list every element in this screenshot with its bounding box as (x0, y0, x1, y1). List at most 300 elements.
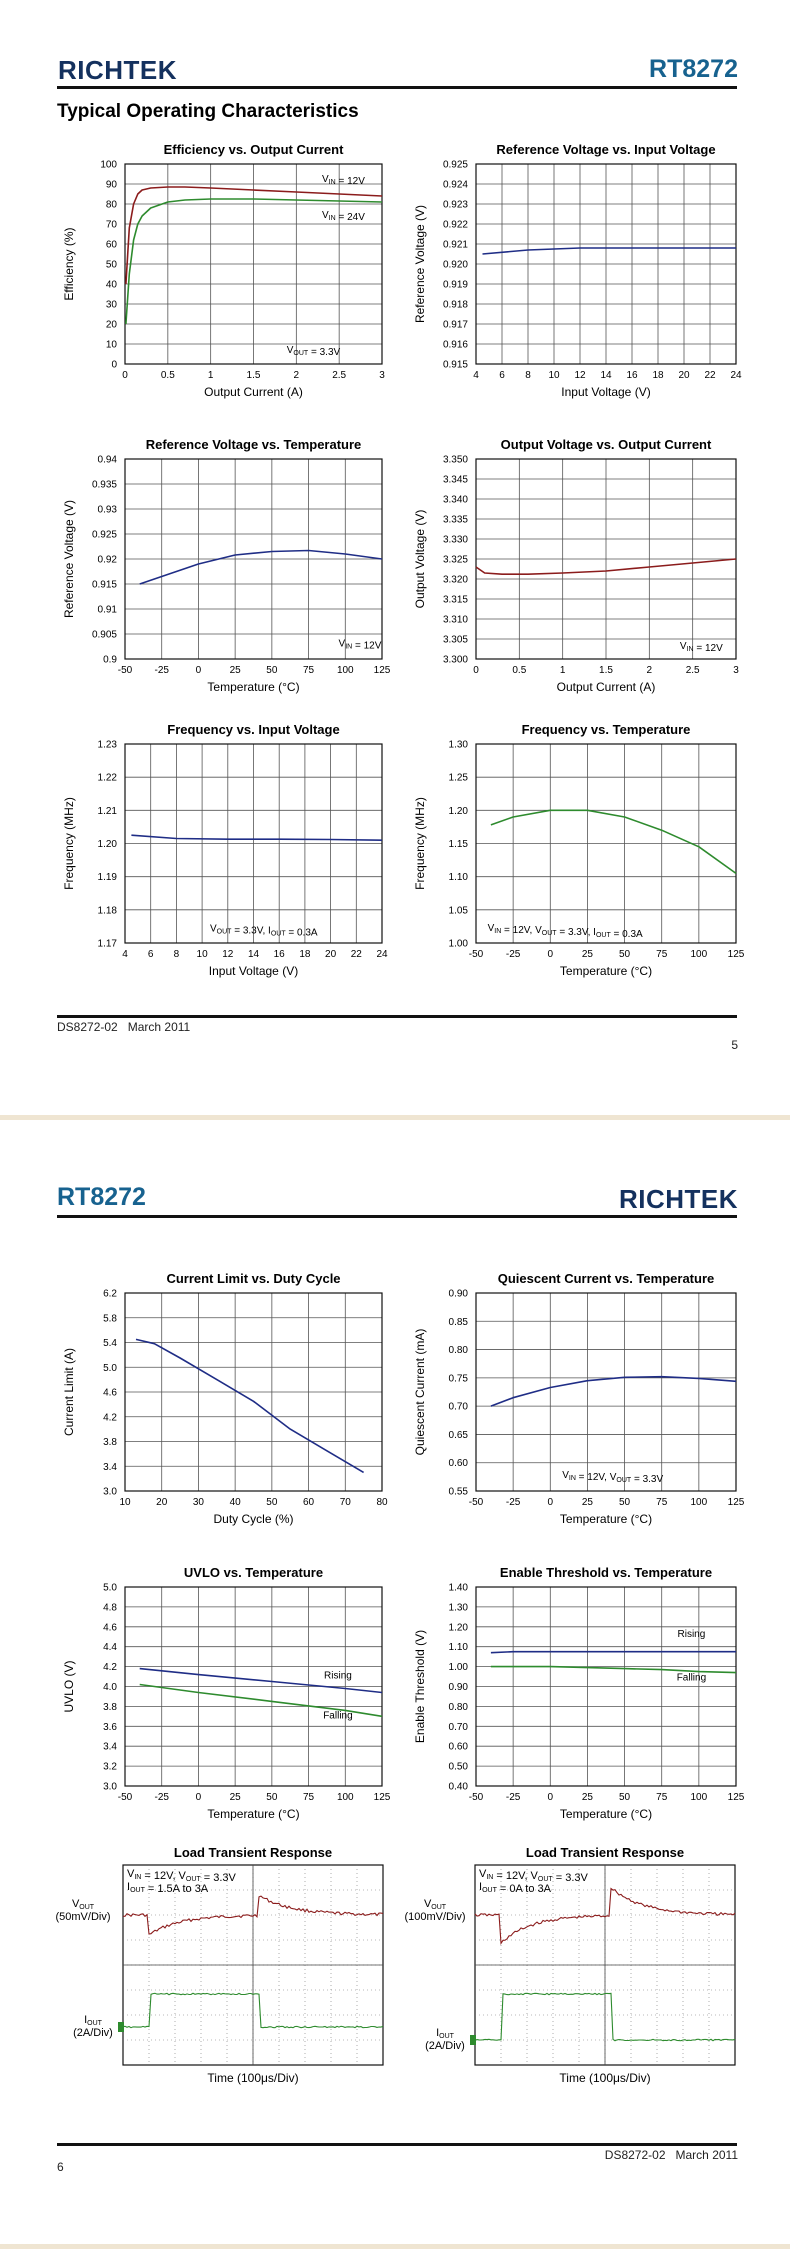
y-tick-label: 3.310 (442, 614, 468, 626)
x-tick-label: 80 (376, 1497, 388, 1508)
chart-title: UVLO vs. Temperature (183, 1565, 324, 1580)
y-tick-label: 1.25 (448, 772, 468, 784)
y-tick-label: 0.915 (91, 579, 117, 591)
x-tick-label: 2.5 (332, 370, 347, 381)
x-tick-label: 4 (473, 370, 479, 381)
x-tick-label: 8 (525, 370, 531, 381)
x-tick-label: 18 (299, 949, 311, 960)
label-pre: Rising (324, 1670, 352, 1682)
plot-annotation (677, 1673, 706, 1684)
footer-rule (57, 1015, 737, 1018)
label-pre: V (562, 1469, 569, 1481)
page-number: 5 (731, 1038, 738, 1052)
x-axis-label: Duty Cycle (%) (213, 1512, 294, 1526)
y-tick-label: 0.915 (442, 359, 468, 371)
y-tick-label: 1.10 (448, 1642, 468, 1654)
x-tick-label: 20 (156, 1497, 168, 1508)
y-tick-label: 3.8 (103, 1701, 117, 1713)
y-tick-label: 3.350 (442, 454, 468, 466)
x-tick-label: 16 (273, 949, 285, 960)
chart-vref_temp (62, 437, 391, 694)
y-axis-label: UVLO (V) (62, 1660, 76, 1713)
y-tick-label: 3.340 (442, 494, 468, 506)
y-tick-label: 0.50 (448, 1761, 468, 1773)
y-tick-label: 0.919 (442, 279, 468, 291)
label-sub2: OUT (185, 1876, 201, 1883)
label-sub: OUT (482, 1887, 497, 1894)
label-pre: V (71, 1898, 80, 1910)
page-number-2: 6 (57, 2160, 64, 2174)
plot-annotation (322, 174, 365, 187)
y-tick-label: 1.20 (448, 1622, 468, 1634)
y-tick-label: 40 (105, 279, 117, 291)
y-tick-label: 3.320 (442, 574, 468, 586)
label-post: = 12V (693, 643, 723, 654)
x-tick-label: 50 (266, 1497, 278, 1508)
x-tick-label: 6 (147, 949, 154, 960)
y-tick-label: 3.345 (442, 474, 468, 486)
plot-frame (476, 1293, 736, 1491)
part-number: RT8272 (649, 55, 738, 83)
label-pre: V (127, 1868, 135, 1880)
series-line (131, 835, 382, 840)
y-tick-label: 0.924 (442, 179, 468, 191)
x-tick-label: -25 (505, 949, 521, 960)
x-tick-label: 75 (303, 1792, 315, 1803)
y-tick-label: 0 (111, 359, 117, 371)
scope-scope1 (55, 1845, 383, 2085)
y-tick-label: 1.20 (97, 839, 117, 850)
x-axis-label: Temperature (°C) (559, 964, 653, 978)
x-tick-label: -25 (154, 665, 169, 676)
chart-eff (62, 142, 385, 399)
x-tick-label: 8 (173, 949, 180, 960)
footer-rule-2 (57, 2143, 737, 2146)
y-tick-label: 0.90 (448, 1682, 468, 1693)
x-tick-label: -25 (505, 1792, 521, 1803)
label-sub: OUT (293, 350, 309, 357)
y-tick-label: 0.94 (97, 454, 117, 466)
plot-annotation (339, 639, 382, 652)
series-line (136, 1339, 364, 1472)
y-tick-label: 1.21 (97, 805, 117, 817)
plot-annotation (562, 1470, 663, 1485)
x-tick-label: 1.5 (599, 665, 613, 676)
y-tick-label: 3.4 (103, 1461, 117, 1473)
x-tick-label: 0 (473, 665, 479, 676)
y-tick-label: 0.55 (448, 1486, 468, 1498)
x-tick-label: 0.5 (160, 370, 175, 381)
x-tick-label: 2 (293, 370, 300, 381)
plot-annotation (323, 1710, 352, 1721)
y-axis-label: Reference Voltage (V) (413, 204, 427, 324)
y-tick-label: 1.20 (448, 805, 468, 817)
x-tick-label: 16 (626, 370, 638, 381)
page-divider-2 (0, 2244, 790, 2249)
label-pre: I (479, 1881, 483, 1893)
y-tick-label: 1.00 (448, 938, 468, 950)
y-tick-label: 1.00 (448, 1662, 468, 1674)
x-tick-label: 0 (547, 949, 554, 960)
x-tick-label: 4 (122, 949, 128, 960)
y-axis-label: Efficiency (%) (62, 227, 76, 301)
x-tick-label: 25 (581, 1792, 593, 1803)
x-tick-label: 0.5 (512, 665, 527, 676)
x-tick-label: 50 (266, 665, 278, 676)
y-tick-label: 4.6 (103, 1387, 117, 1399)
label-sub2: OUT (270, 930, 286, 938)
chart-title: Quiescent Current vs. Temperature (497, 1271, 715, 1286)
y-tick-label: 0.65 (448, 1429, 468, 1441)
y-tick-label: 0.85 (448, 1316, 468, 1328)
label-sub: OUT (130, 1887, 145, 1894)
y-tick-label: 0.9 (103, 654, 117, 666)
label-pre: V (322, 174, 329, 185)
x-tick-label: 75 (656, 1497, 668, 1508)
label-post3: = 0.3A (610, 929, 643, 941)
y-tick-label: 50 (105, 259, 117, 271)
plot-annotation (680, 641, 723, 654)
header-rule-2 (57, 1215, 737, 1218)
label-sub: OUT (87, 2020, 102, 2027)
label-post2: = 3.3V (200, 1872, 236, 1884)
x-axis-label: Input Voltage (V) (561, 385, 651, 399)
y-tick-label: 3.330 (442, 534, 468, 546)
x-tick-label: 100 (690, 1792, 708, 1803)
y-tick-label: 1.40 (448, 1582, 468, 1594)
y-tick-label: 3.8 (103, 1437, 117, 1448)
y-axis-label: Current Limit (A) (62, 1347, 76, 1437)
y-tick-label: 4.2 (103, 1662, 117, 1674)
y-tick-label: 0.80 (448, 1701, 468, 1713)
x-tick-label: 0 (547, 1792, 554, 1803)
label-sub: IN (486, 1874, 494, 1881)
y-tick-label: 1.17 (97, 938, 117, 950)
label-sub: IN (134, 1874, 142, 1881)
x-tick-label: 10 (119, 1497, 131, 1508)
chart-title: Output Voltage vs. Output Current (500, 437, 712, 452)
footer-doc-2 (605, 2148, 738, 2162)
chart-title: Frequency vs. Temperature (521, 722, 691, 737)
label-pre: Rising (677, 1628, 706, 1640)
y-tick-label: 0.917 (442, 319, 468, 331)
richtek-logo-2: RICHTEK (618, 1184, 738, 1214)
label-post: = 12V, V (501, 925, 542, 937)
label-post: = 0A to 3A (496, 1883, 551, 1895)
y-tick-label: 0.60 (448, 1458, 468, 1470)
y-tick-label: 6.2 (103, 1288, 117, 1300)
y-tick-label: 3.2 (103, 1761, 117, 1773)
chart-title: Frequency vs. Input Voltage (167, 722, 340, 737)
label-sub2: OUT (537, 1876, 553, 1883)
ch1-scale: (50mV/Div) (55, 1911, 111, 1923)
chart-title: Reference Voltage vs. Temperature (145, 437, 362, 452)
y-tick-label: 4.8 (103, 1602, 117, 1614)
y-tick-label: 3.6 (103, 1721, 117, 1733)
x-axis-label: Output Current (A) (556, 680, 656, 694)
footer-doc-id: DS8272-02 (57, 1020, 118, 1034)
x-tick-label: 75 (656, 1792, 668, 1803)
chart-title: Efficiency vs. Output Current (163, 142, 344, 157)
x-tick-label: 50 (619, 949, 631, 960)
label-post: = 3.3V (308, 347, 341, 358)
label-post: = 12V, V (141, 1870, 186, 1882)
label-pre: Falling (323, 1710, 353, 1722)
label-sub3: OUT (595, 932, 611, 940)
label-post: = 12V, V (575, 1471, 617, 1483)
x-tick-label: -50 (468, 1792, 484, 1803)
label-sub: IN (686, 646, 694, 653)
plot-annotation (678, 1629, 706, 1640)
y-tick-label: 3.4 (103, 1741, 117, 1753)
x-tick-label: 14 (247, 949, 260, 960)
x-tick-label: 100 (690, 1497, 708, 1508)
y-tick-label: 3.305 (442, 634, 468, 646)
y-tick-label: 1.23 (97, 739, 117, 751)
part-number-2: RT8272 (57, 1183, 146, 1211)
x-tick-label: 50 (619, 1497, 631, 1508)
x-tick-label: 12 (222, 949, 234, 960)
x-tick-label: 6 (499, 370, 505, 381)
y-tick-label: 1.19 (97, 872, 117, 884)
chart-iq_temp (413, 1271, 745, 1526)
y-axis-label: Quiescent Current (mA) (413, 1328, 427, 1456)
chart-ilim_duty (62, 1271, 388, 1526)
label-pre: V (338, 638, 346, 650)
label-post2: = 0.3A (285, 927, 318, 939)
scope-scope2 (404, 1845, 735, 2085)
x-tick-label: 14 (600, 370, 612, 381)
y-tick-label: 10 (105, 339, 117, 351)
plot-annotation (324, 1671, 352, 1682)
y-tick-label: 3.325 (442, 554, 468, 566)
x-tick-label: 40 (229, 1497, 241, 1508)
ch2-scale: (2A/Div) (425, 2040, 465, 2052)
label-post2: = 3.3V (631, 1473, 664, 1485)
series-line (483, 248, 737, 254)
label-post2: = 3.3V, I (556, 927, 596, 939)
x-tick-label: 25 (229, 665, 241, 676)
y-tick-label: 0.60 (448, 1741, 468, 1753)
y-axis-label: Output Voltage (V) (413, 509, 427, 609)
x-tick-label: -50 (468, 1497, 484, 1508)
y-tick-label: 0.90 (448, 1288, 468, 1300)
x-tick-label: 1.5 (246, 370, 261, 381)
y-tick-label: 3.335 (442, 514, 468, 526)
x-tick-label: 10 (196, 949, 208, 960)
x-axis-label: Temperature (°C) (207, 1807, 300, 1821)
label-post2: = 3.3V (552, 1872, 588, 1884)
label-sub: OUT (216, 928, 232, 936)
y-tick-label: 1.22 (97, 772, 117, 784)
label-pre: Falling (676, 1672, 707, 1684)
x-axis-label: Output Current (A) (204, 385, 303, 399)
x-axis-label: Temperature (°C) (559, 1512, 653, 1526)
plot-annotation (322, 210, 365, 223)
x-tick-label: 100 (336, 1792, 354, 1803)
x-tick-label: 0 (195, 665, 202, 676)
x-tick-label: 18 (652, 370, 664, 381)
label-post: = 12V (352, 640, 382, 652)
x-tick-label: 25 (229, 1792, 241, 1803)
y-tick-label: 30 (105, 299, 117, 311)
label-sub: IN (494, 928, 502, 936)
x-tick-label: -50 (117, 1792, 133, 1803)
label-sub: IN (345, 643, 353, 651)
footer-doc (57, 1020, 190, 1034)
label-pre: V (322, 210, 329, 221)
chart-vout_iout (413, 437, 739, 694)
y-tick-label: 0.75 (448, 1373, 468, 1385)
chart-freq_temp (413, 722, 745, 978)
y-tick-label: 0.916 (442, 339, 468, 351)
y-tick-label: 0.93 (97, 504, 117, 516)
ch2-scale: (2A/Div) (73, 2027, 113, 2039)
x-tick-label: 1 (207, 370, 214, 381)
x-tick-label: 125 (727, 1792, 745, 1803)
x-tick-label: 60 (303, 1497, 315, 1508)
x-tick-label: 22 (350, 949, 362, 960)
label-pre: V (487, 923, 495, 935)
y-tick-label: 5.8 (103, 1313, 117, 1325)
section-title: Typical Operating Characteristics (57, 101, 359, 122)
label-post: = 12V (335, 176, 365, 187)
y-tick-label: 0.40 (448, 1781, 468, 1793)
x-tick-label: 10 (548, 370, 560, 381)
label-post: = 1.5A to 3A (144, 1883, 209, 1895)
label-pre: V (479, 1868, 487, 1880)
footer-date: March 2011 (127, 1020, 191, 1034)
x-tick-label: 50 (266, 1792, 278, 1803)
chart-title: Reference Voltage vs. Input Voltage (496, 142, 716, 157)
ch1-scale: (100mV/Div) (404, 1911, 466, 1923)
x-tick-label: 24 (730, 370, 742, 381)
label-post: = 3.3V, I (231, 925, 271, 937)
y-tick-label: 80 (105, 199, 117, 211)
y-axis-label: Frequency (MHz) (62, 797, 76, 890)
y-tick-label: 0.70 (448, 1721, 468, 1733)
y-tick-label: 90 (105, 179, 117, 191)
y-tick-label: 3.0 (103, 1781, 117, 1793)
x-tick-label: 100 (336, 665, 354, 676)
y-tick-label: 70 (105, 219, 117, 231)
label-sub: OUT (431, 1904, 447, 1911)
y-tick-label: 3.315 (442, 594, 468, 606)
x-axis-label: Temperature (°C) (559, 1807, 653, 1821)
scope-time-label: Time (100μs/Div) (559, 2071, 651, 2085)
x-tick-label: 0 (547, 1497, 554, 1508)
label-pre: I (84, 2014, 88, 2026)
label-pre: I (127, 1881, 131, 1893)
y-axis-label: Reference Voltage (V) (62, 499, 76, 619)
x-tick-label: 100 (690, 949, 708, 960)
x-tick-label: 125 (373, 665, 391, 676)
label-post: = 12V, V (493, 1870, 538, 1882)
chart-en_temp (413, 1565, 745, 1821)
label-pre: V (209, 923, 217, 935)
ch2-label (436, 2027, 455, 2040)
page-divider (0, 1115, 790, 1120)
y-tick-label: 0.918 (442, 299, 468, 311)
x-tick-label: 50 (619, 1792, 631, 1803)
ch1-label (72, 1898, 95, 1911)
x-tick-label: 125 (373, 1792, 391, 1803)
y-tick-label: 1.15 (448, 839, 468, 850)
label-sub2: OUT (616, 1476, 632, 1484)
scope-title: Load Transient Response (173, 1845, 333, 1860)
x-tick-label: 22 (704, 370, 716, 381)
ch2-label (84, 2014, 103, 2027)
x-tick-label: 25 (581, 1497, 593, 1508)
y-tick-label: 1.05 (448, 905, 468, 917)
label-pre: V (286, 345, 294, 356)
x-tick-label: 20 (678, 370, 690, 381)
y-tick-label: 0.920 (442, 259, 468, 271)
label-sub: IN (328, 179, 336, 186)
y-tick-label: 0.923 (442, 199, 468, 211)
x-tick-label: -50 (117, 665, 133, 676)
y-tick-label: 1.30 (448, 739, 468, 751)
y-tick-label: 5.4 (103, 1338, 117, 1349)
plot-annotation (488, 923, 643, 940)
y-tick-label: 4.0 (103, 1682, 117, 1693)
scope-title: Load Transient Response (525, 1845, 685, 1860)
y-tick-label: 3.300 (442, 654, 468, 666)
y-tick-label: 0.925 (442, 159, 468, 171)
label-pre: V (423, 1898, 432, 1910)
chart-title: Current Limit vs. Duty Cycle (166, 1271, 341, 1286)
label-sub: OUT (79, 1904, 95, 1911)
y-tick-label: 20 (105, 319, 117, 331)
scope-time-label: Time (100μs/Div) (207, 2071, 299, 2085)
x-tick-label: 3 (379, 370, 385, 381)
plot-annotation (287, 345, 341, 358)
x-tick-label: -25 (154, 1792, 169, 1803)
x-tick-label: 125 (727, 1497, 745, 1508)
y-axis-label: Enable Threshold (V) (413, 1629, 427, 1744)
x-tick-label: 75 (656, 949, 668, 960)
label-sub: OUT (439, 2033, 454, 2040)
y-tick-label: 0.921 (442, 239, 468, 251)
y-tick-label: 4.4 (103, 1642, 117, 1654)
y-tick-label: 0.925 (91, 529, 117, 541)
x-tick-label: 2.5 (685, 665, 700, 676)
y-tick-label: 100 (100, 159, 117, 171)
ch2-marker (118, 2022, 124, 2032)
y-tick-label: 60 (105, 239, 117, 251)
y-tick-label: 0.935 (91, 479, 117, 491)
y-tick-label: 5.0 (103, 1582, 117, 1594)
x-axis-label: Input Voltage (V) (208, 964, 299, 978)
y-axis-label: Frequency (MHz) (413, 797, 427, 890)
x-tick-label: 75 (303, 665, 315, 676)
chart-freq_vin (62, 722, 388, 978)
x-tick-label: 1 (559, 665, 566, 676)
y-tick-label: 0.92 (97, 554, 117, 566)
x-tick-label: 20 (325, 949, 337, 960)
y-tick-label: 0.91 (97, 604, 117, 616)
x-tick-label: 0 (195, 1792, 202, 1803)
chart-title: Enable Threshold vs. Temperature (499, 1565, 713, 1580)
y-tick-label: 1.10 (448, 872, 468, 884)
x-tick-label: 30 (192, 1497, 204, 1508)
x-tick-label: 70 (339, 1497, 351, 1508)
x-tick-label: 2 (646, 665, 653, 676)
y-tick-label: 1.18 (97, 905, 117, 917)
y-tick-label: 4.2 (103, 1412, 117, 1424)
x-tick-label: -50 (468, 949, 484, 960)
footer-doc-id-2: DS8272-02 (604, 2148, 666, 2162)
